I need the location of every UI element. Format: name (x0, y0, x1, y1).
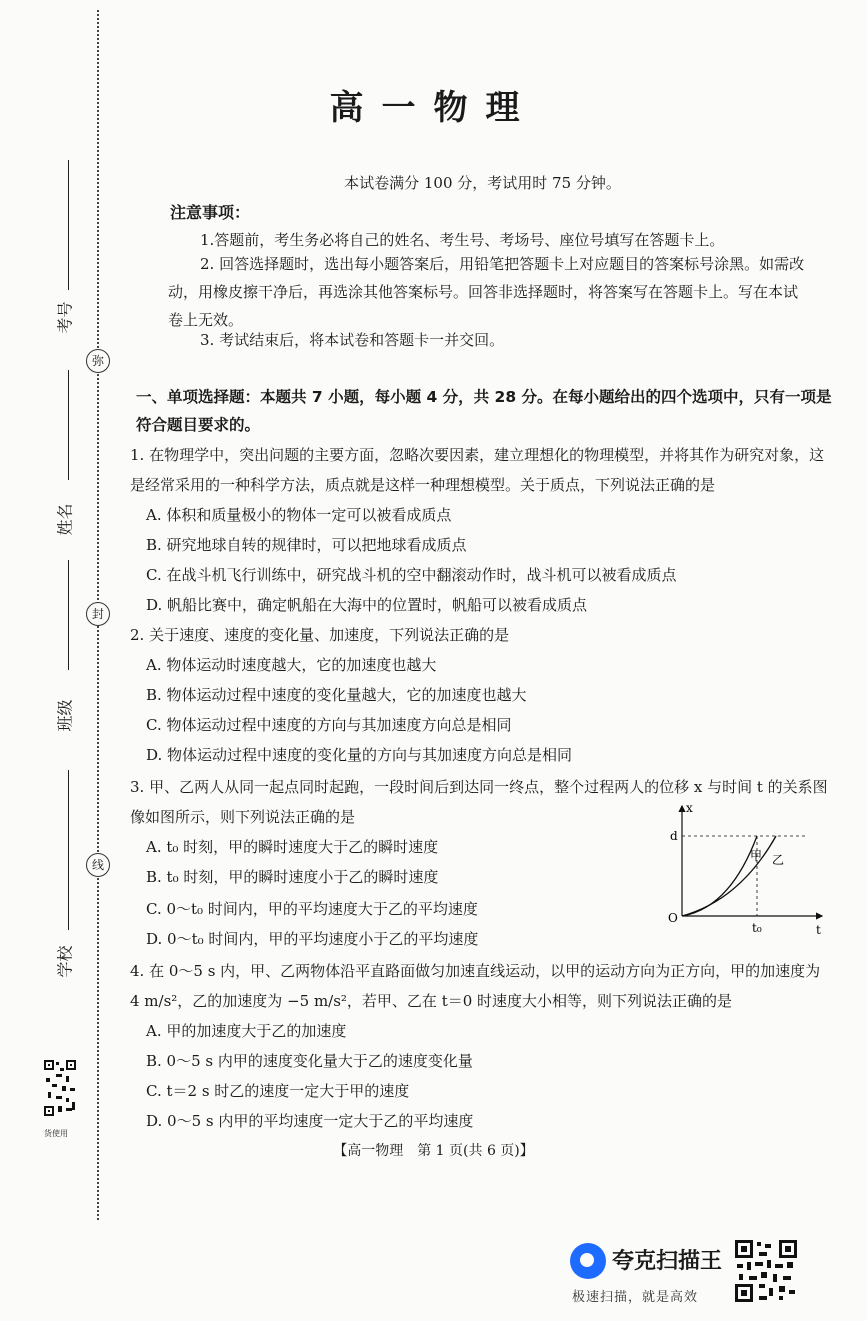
question-4-option-d: D. 0～5 s 内甲的平均速度一定大于乙的平均速度 (146, 1112, 474, 1130)
question-1-option-b: B. 研究地球自转的规律时，可以把地球看成质点 (146, 536, 467, 554)
field-label-class: 班级 (55, 699, 75, 732)
d-label: d (670, 829, 678, 843)
question-4-stem: 4. 在 0～5 s 内，甲、乙两物体沿平直路面做匀加速直线运动，以甲的运动方向为正方向，甲的加速度为 4 m/s²，乙的加速度为 −5 m/s²，若甲、乙在 t＝0 时速度大小相等，则下列说法正确的是 (130, 962, 821, 1010)
notice-item: 2. 回答选择题时，选出每小题答案后，用铅笔把答题卡上对应题目的答案标号涂黑。如需改动，用橡皮擦干净后，再选涂其他答案标号。回答非选择题时，将答案写在答题卡上。写在本试卷上无效。 (168, 255, 805, 329)
question-1-option-a: A. 体积和质量极小的物体一定可以被看成质点 (146, 506, 452, 524)
question-2-stem: 2. 关于速度、速度的变化量、加速度，下列说法正确的是 (130, 626, 510, 644)
notice-item: 3. 考试结束后，将本试卷和答题卡一并交回。 (200, 331, 505, 349)
question-4-option-b: B. 0～5 s 内甲的速度变化量大于乙的速度变化量 (146, 1052, 473, 1070)
curve-yi (682, 836, 776, 916)
page-footer: 【高一物理 第 1 页(共 6 页)】 (333, 1143, 534, 1159)
curve-jia-label: 甲 (750, 849, 763, 863)
field-label-name: 姓名 (55, 503, 75, 536)
question-2-option-b: B. 物体运动过程中速度的变化量越大，它的加速度也越大 (146, 686, 527, 704)
question-4-option-a: A. 甲的加速度大于乙的加速度 (146, 1022, 347, 1040)
section-heading: 一、单项选择题：本题共 7 小题，每小题 4 分，共 28 分。在每小题给出的四个选项中，只有一项是符合题目要求的。 (136, 388, 832, 434)
field-label-exam-number: 考号 (55, 301, 75, 334)
scanner-slogan: 极速扫描，就是高效 (572, 1290, 699, 1305)
seal-mark-feng: 封 (86, 602, 110, 626)
question-3-position-time-graph (660, 800, 830, 940)
exam-info: 本试卷满分 100 分，考试用时 75 分钟。 (344, 174, 621, 192)
page-title: 高一物理 (329, 88, 538, 128)
question-1-option-c: C. 在战斗机飞行训练中，研究战斗机的空中翻滚动作时，战斗机可以被看成质点 (146, 566, 677, 584)
origin-label: O (668, 911, 678, 925)
binding-qr-code (42, 1058, 78, 1118)
question-2-option-c: C. 物体运动过程中速度的方向与其加速度方向总是相同 (146, 716, 512, 734)
binding-qr-caption: 货使用 (44, 1129, 68, 1138)
scanner-qr-code (733, 1238, 799, 1304)
question-4-option-c: C. t＝2 s 时乙的速度一定大于甲的速度 (146, 1082, 410, 1100)
notice-item: 1.答题前，考生务必将自己的姓名、考生号、考场号、座位号填写在答题卡上。 (200, 231, 725, 249)
question-3-stem: 3. 甲、乙两人从同一起点同时起跑，一段时间后到达同一终点，整个过程两人的位移 x 与时间 t 的关系图像如图所示，则下列说法正确的是 (130, 778, 828, 826)
seal-mark-mi: 弥 (86, 349, 110, 373)
scanner-logo-icon (570, 1243, 606, 1279)
field-rule-school (68, 770, 69, 930)
field-rule-name (68, 370, 69, 480)
scanner-brand-name: 夸克扫描王 (612, 1249, 723, 1274)
x-axis-label: x (686, 801, 693, 815)
curve-jia (682, 836, 757, 916)
t-axis-label: t (816, 923, 821, 937)
question-3-option-d: D. 0～t₀ 时间内，甲的平均速度小于乙的平均速度 (146, 930, 479, 948)
question-2-option-a: A. 物体运动时速度越大，它的加速度也越大 (146, 656, 437, 674)
seal-mark-xian: 线 (86, 853, 110, 877)
question-3-option-c: C. 0～t₀ 时间内，甲的平均速度大于乙的平均速度 (146, 900, 478, 918)
field-rule-class (68, 560, 69, 670)
curve-yi-label: 乙 (772, 853, 785, 867)
field-label-school: 学校 (55, 945, 75, 978)
notice-heading: 注意事项： (170, 203, 251, 222)
question-2-option-d: D. 物体运动过程中速度的变化量的方向与其加速度方向总是相同 (146, 746, 573, 764)
question-1-option-d: D. 帆船比赛中，确定帆船在大海中的位置时，帆船可以被看成质点 (146, 596, 588, 614)
question-3-option-a: A. t₀ 时刻，甲的瞬时速度大于乙的瞬时速度 (146, 838, 439, 856)
t0-label: t₀ (752, 921, 762, 935)
question-3-option-b: B. t₀ 时刻，甲的瞬时速度小于乙的瞬时速度 (146, 868, 439, 886)
question-1-stem: 1. 在物理学中，突出问题的主要方面，忽略次要因素，建立理想化的物理模型，并将其作为研究对象，这是经常采用的一种科学方法，质点就是这样一种理想模型。关于质点，下列说法正确的是 (130, 446, 825, 494)
